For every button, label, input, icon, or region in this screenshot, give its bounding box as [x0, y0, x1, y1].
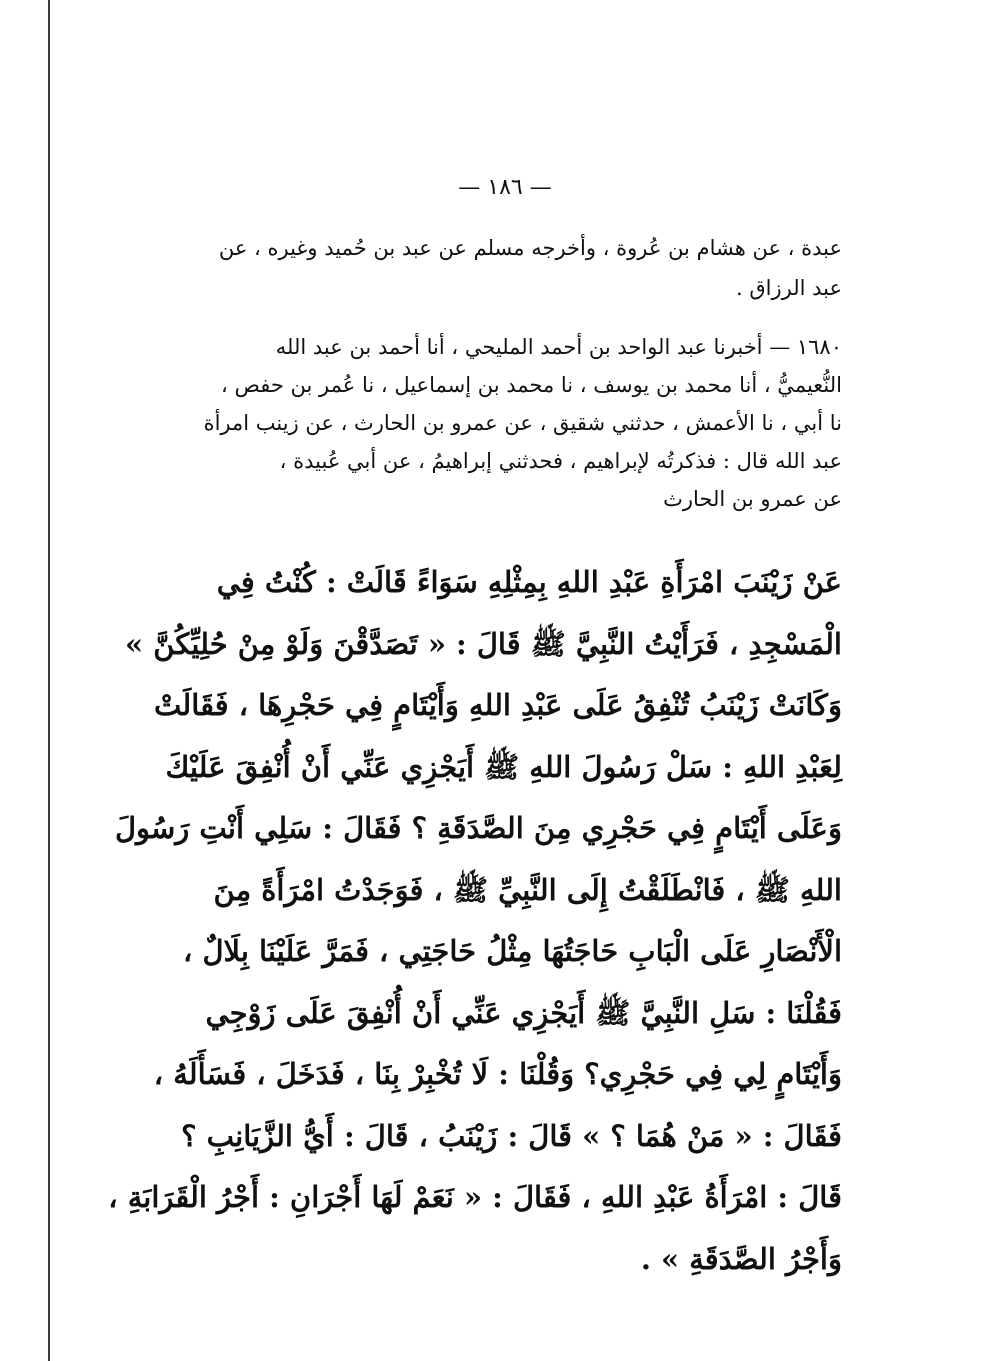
hadith-isnad	[190, 328, 842, 518]
hadith-matn	[108, 552, 842, 1290]
matn-line: الْمَسْجِدِ ، فَرَأَيْتُ النَّبِيَّ ﷺ قَالَ : « تَصَدَّقْنَ وَلَوْ مِنْ حُلِيِّكُنَّ »	[125, 626, 842, 661]
matn-line: فَقَالَ : « مَنْ هُمَا ؟ » قَالَ : زَيْنَبُ ، قَالَ : أَيُّ الزَّيَانِبِ ؟	[181, 1118, 842, 1153]
matn-line: وَكَانَتْ زَيْنَبُ تُنْفِقُ عَلَى عَبْدِ اللهِ وَأَيْتَامٍ فِي حَجْرِهَا ، فَقَالَتْ	[153, 688, 842, 722]
isnad-line: ١٦٨٠ — أخبرنا عبد الواحد بن أحمد المليحي ، أنا أحمد بن عبد الله	[275, 335, 842, 359]
matn-line: الْأَنْصَارِ عَلَى الْبَابِ حَاجَتُهَا مِثْلُ حَاجَتِي ، فَمَرَّ عَلَيْنَا بِلَالٌ ،	[182, 934, 842, 968]
matn-line: وَأَجْرُ الصَّدَقَةِ » .	[640, 1241, 842, 1276]
matn-line: وَعَلَى أَيْتَامٍ فِي حَجْرِي مِنَ الصَّدَقَةِ ؟ فَقَالَ : سَلِي أَنْتِ رَسُولَ	[114, 811, 842, 845]
matn-line: اللهِ ﷺ ، فَانْطَلَقْتُ إِلَى النَّبِيِّ ﷺ ، فَوَجَدْتُ امْرَأَةً مِنَ	[213, 872, 842, 907]
isnad-line: النُّعيميُّ ، أنا محمد بن يوسف ، نا محمد بن إسماعيل ، نا عُمر بن حفص ،	[221, 373, 842, 397]
matn-line: فَقُلْنَا : سَلِ النَّبِيَّ ﷺ أَيَجْزِي عَنِّي أَنْ أُنْفِقَ عَلَى زَوْجِي	[205, 995, 842, 1030]
intro-line: عبدة ، عن هشام بن عُروة ، وأخرجه مسلم عن عبد بن حُميد وغيره ، عن	[218, 236, 842, 260]
matn-line: قَالَ : امْرَأَةُ عَبْدِ اللهِ ، فَقَالَ : « نَعَمْ لَهَا أَجْرَانِ : أَجْرُ الْقَرَابَةِ ،	[108, 1180, 842, 1214]
isnad-line: نا أبي ، نا الأعمش ، حدثني شقيق ، عن عمرو بن الحارث ، عن زينب امرأة	[203, 411, 842, 435]
matn-line: عَنْ زَيْنَبَ امْرَأَةِ عَبْدِ اللهِ بِمِثْلِهِ سَوَاءً قَالَتْ : كُنْتُ فِي	[216, 565, 842, 599]
isnad-line: عن عمرو بن الحارث	[663, 487, 842, 511]
page-number: — ١٨٦ —	[458, 175, 552, 200]
matn-line: وَأَيْتَامٍ لِي فِي حَجْرِي؟ وَقُلْنَا : لَا تُخْبِرْ بِنَا ، فَدَخَلَ ، فَسَأَلَهُ ،	[153, 1057, 842, 1091]
margin-rule	[48, 0, 50, 1361]
matn-line: لِعَبْدِ اللهِ : سَلْ رَسُولَ اللهِ ﷺ أَيَجْزِي عَنِّي أَنْ أُنْفِقَ عَلَيْكَ	[165, 749, 842, 784]
isnad-line: عبد الله قال : فذكرتُه لإبراهيم ، فحدثني إبراهيمُ ، عن أبي عُبيدة ،	[279, 449, 842, 473]
intro-paragraph	[190, 228, 842, 308]
intro-line: عبد الرزاق .	[735, 276, 842, 300]
